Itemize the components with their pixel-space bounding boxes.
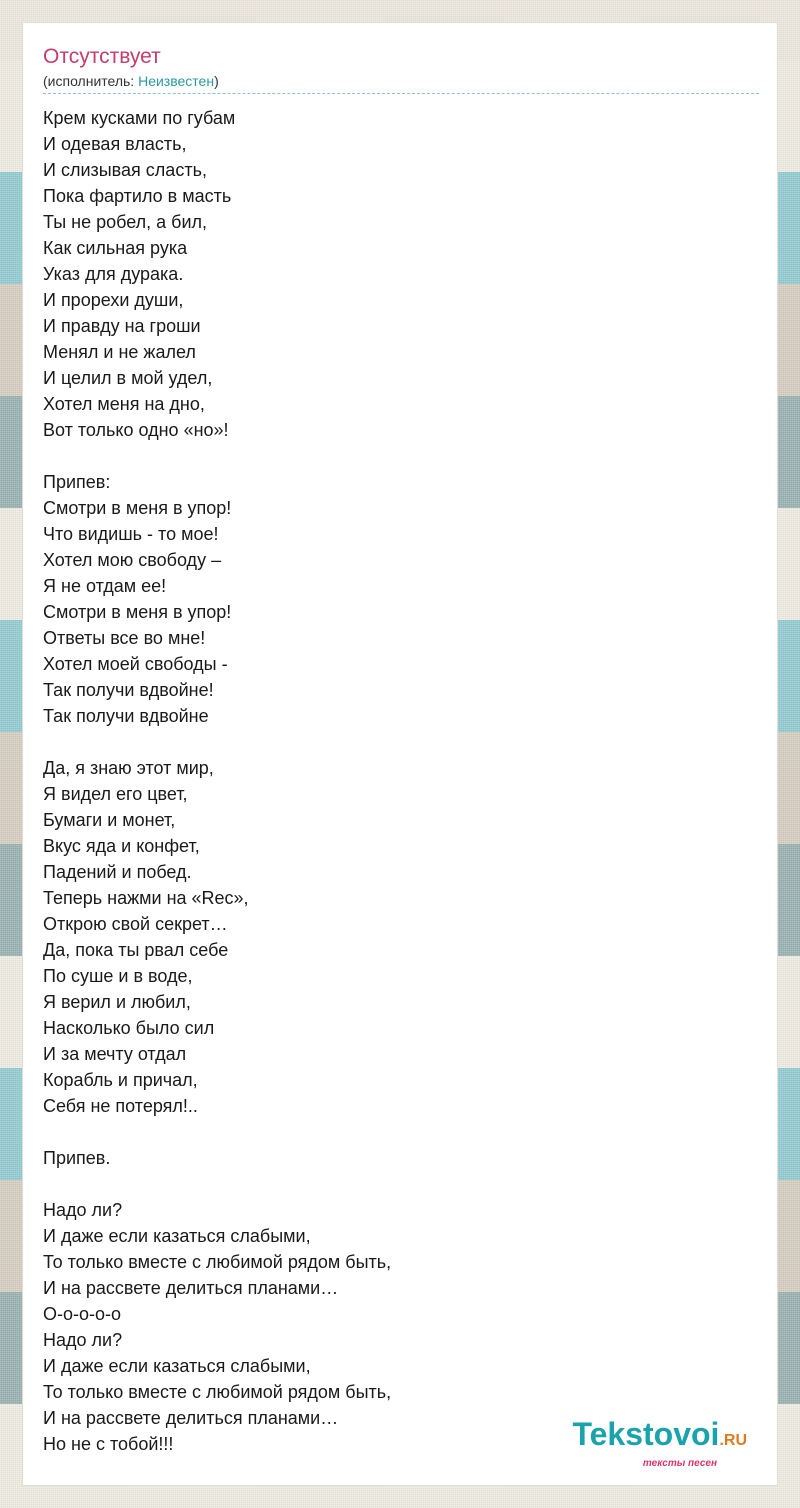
lyrics-body xyxy=(43,105,759,1457)
lyrics-card xyxy=(22,22,778,1486)
lyric-line: Ты не робел, а бил, xyxy=(43,212,208,232)
lyric-line: Так получи вдвойне! xyxy=(43,680,214,700)
lyric-line: И слизывая сласть, xyxy=(43,160,207,180)
stanza-break xyxy=(43,1119,759,1145)
stanza-break xyxy=(43,443,759,469)
stanza-break xyxy=(43,729,759,755)
lyric-line: Насколько было сил xyxy=(43,1018,215,1038)
lyric-line: Надо ли? xyxy=(43,1330,123,1350)
lyric-line: Менял и не жалел xyxy=(43,342,196,362)
logo-tld: .RU xyxy=(719,1432,747,1449)
lyric-line: Да, пока ты рвал себе xyxy=(43,940,229,960)
lyric-line: Припев: xyxy=(43,472,111,492)
lyric-line: И за мечту отдал xyxy=(43,1044,187,1064)
lyric-line: Я видел его цвет, xyxy=(43,784,188,804)
lyric-line: И правду на гроши xyxy=(43,316,201,336)
lyric-line: Пока фартило в масть xyxy=(43,186,232,206)
lyric-line: Что видишь - то мое! xyxy=(43,524,219,544)
lyric-line: И на рассвете делиться планами… xyxy=(43,1278,339,1298)
lyric-line: То только вместе с любимой рядом быть, xyxy=(43,1382,392,1402)
lyric-line: Хотел моей свободы - xyxy=(43,654,228,674)
lyric-line: Хотел меня на дно, xyxy=(43,394,205,414)
lyric-line: Смотри в меня в упор! xyxy=(43,498,232,518)
lyric-line: Крем кусками по губам xyxy=(43,108,236,128)
artist-prefix: (исполнитель: xyxy=(43,73,139,89)
lyric-line: Припев. xyxy=(43,1148,111,1168)
lyric-line: И даже если казаться слабыми, xyxy=(43,1356,311,1376)
lyric-line: Хотел мою свободу – xyxy=(43,550,222,570)
lyric-line: Указ для дурака. xyxy=(43,264,184,284)
artist-link[interactable]: Неизвестен xyxy=(138,73,215,89)
lyric-line: Открою свой секрет… xyxy=(43,914,228,934)
artist-line xyxy=(43,71,759,93)
lyric-line: То только вместе с любимой рядом быть, xyxy=(43,1252,392,1272)
logo-wordmark xyxy=(547,1417,747,1458)
lyric-line: По суше и в воде, xyxy=(43,966,193,986)
site-logo[interactable] xyxy=(547,1416,747,1469)
lyric-line: И даже если казаться слабыми, xyxy=(43,1226,311,1246)
lyric-line: И целил в мой удел, xyxy=(43,368,213,388)
lyric-line: Я не отдам ее! xyxy=(43,576,167,596)
lyric-line: Корабль и причал, xyxy=(43,1070,198,1090)
song-title: Отсутствует xyxy=(43,45,161,68)
lyric-line: О-о-о-о-о xyxy=(43,1304,122,1324)
lyric-line: Бумаги и монет, xyxy=(43,810,176,830)
lyric-line: Ответы все во мне! xyxy=(43,628,206,648)
lyric-line: Вот только одно «но»! xyxy=(43,420,229,440)
header-divider xyxy=(43,93,759,94)
lyric-line: Себя не потерял!.. xyxy=(43,1096,198,1116)
lyric-line: Вкус яда и конфет, xyxy=(43,836,200,856)
song-header xyxy=(43,43,759,94)
lyric-line: И прорехи души, xyxy=(43,290,184,310)
lyric-line: Так получи вдвойне xyxy=(43,706,209,726)
lyric-line: Но не с тобой!!! xyxy=(43,1434,174,1454)
lyric-line: Надо ли? xyxy=(43,1200,123,1220)
lyric-line: Теперь нажми на «Rec», xyxy=(43,888,249,908)
stanza-break xyxy=(43,1171,759,1197)
lyric-line: Как сильная рука xyxy=(43,238,188,258)
lyric-line: Падений и побед. xyxy=(43,862,192,882)
lyric-line: Смотри в меня в упор! xyxy=(43,602,232,622)
lyric-line: Я верил и любил, xyxy=(43,992,191,1012)
lyric-line: И на рассвете делиться планами… xyxy=(43,1408,339,1428)
lyric-line: И одевая власть, xyxy=(43,134,187,154)
artist-suffix: ) xyxy=(214,73,219,89)
lyric-line: Да, я знаю этот мир, xyxy=(43,758,214,778)
logo-name: Tekstovoi xyxy=(572,1416,720,1452)
logo-tagline: тексты песен xyxy=(642,1458,717,1469)
